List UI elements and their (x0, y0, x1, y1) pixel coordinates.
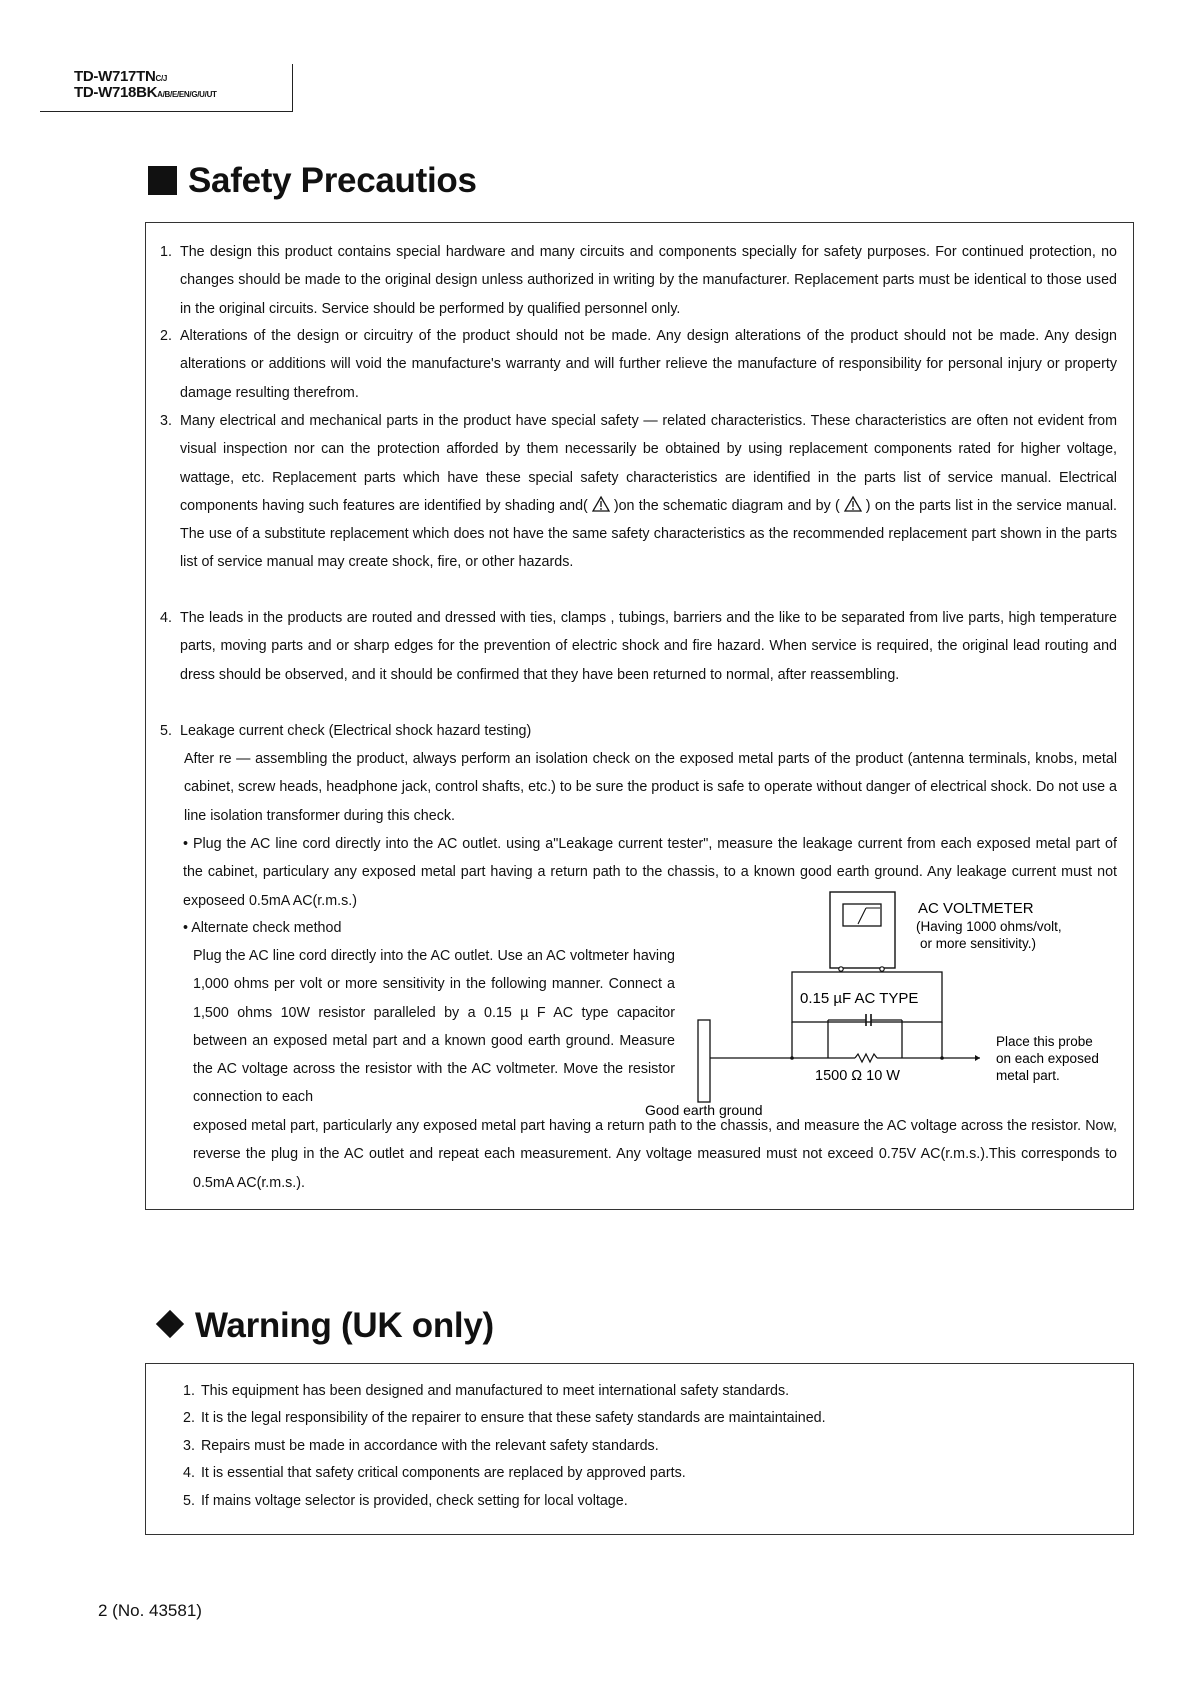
capacitor-label: 0.15 µF AC TYPE (800, 990, 919, 1007)
alternate-method-heading: • Alternate check method (183, 920, 342, 936)
model-line-2: TD-W718BKA/B/E/EN/G/U/UT (74, 84, 217, 101)
safety-item-1: 1. The design this product contains special hardware and many circuits and components specially for safety purposes. For continued protection, no changes should be made to the original design unless authorized in writing by the manufacturer. Replacement parts must be identical to those used in the original circuits. Service should be performed by qualified personnel only. (160, 244, 1117, 317)
svg-text:(Having 1000 ohms/volt,: (Having 1000 ohms/volt, (916, 919, 1062, 934)
safety-title: Safety Precautios (148, 161, 477, 201)
square-bullet-icon (148, 166, 177, 195)
safety-item-3: 3. Many electrical and mechanical parts in the product have special safety — related characteristics. These characteristics are often not evident from visual inspection nor can the protection afforded by them necessarily be obtained by using replacement components rated for higher voltage, wattage, etc. Replacement parts which have these special safety characteristics are identified in the parts list of service manual. Electrical components having such features are identified by shading and( )on the schematic diagram and by ( ) on the parts list in the service manual. The use of a substitute replacement which does not have the same safety characteristics as the recommended replacement part shown in the parts list of service manual may create shock, fire, or other hazards. (160, 413, 1117, 571)
model-header (40, 64, 293, 112)
safety-item-4: 4. The leads in the products are routed and dressed with ties, clamps , tubings, barriers and the like to be separated from live parts, high temperature parts, moving parts and or sharp edges for the prevention of electric shock and fire hazard. When service is required, the original lead routing and dress should be observed, and it should be confirmed that they have been returned to normal, after reassembling. (160, 610, 1117, 683)
diamond-bullet-icon (156, 1310, 184, 1338)
svg-text:on each exposed: on each exposed (996, 1051, 1099, 1066)
resistor-label: 1500 Ω 10 W (815, 1068, 900, 1084)
alternate-method-continuation: exposed metal part, particularly any exposed metal part having a return path to the chassis, and measure the AC voltage across the resistor. Now, reverse the plug in the AC outlet and repeat each measurement. Any voltage measured must not exceed 0.75V AC(r.m.s.).This corresponds to 0.5mA AC(r.m.s.). (193, 1118, 1117, 1191)
leakage-intro: After re — assembling the product, always perform an isolation check on the exposed metal parts of the product (antenna terminals, knobs, metal cabinet, screw heads, headphone jack, control shafts, etc.) to be sure the product is safe to operate without danger of electrical shock. Do not use a line isolation transformer during this check. (184, 751, 1118, 824)
safety-item-2: 2. Alterations of the design or circuitry of the product should not be made. Any design alterations of the product should not be made. Any design alterations or additions will void the manufacture's warranty and will further relieve the manufacture of responsibility for personal injury or property damage resulting therefrom. (160, 328, 1117, 401)
warning-item-1: 1. This equipment has been designed and manufactured to meet international safety standards. (183, 1383, 790, 1399)
model-line-1: TD-W717TNC/J (74, 68, 168, 85)
warning-item-5: 5. If mains voltage selector is provided, check setting for local voltage. (183, 1493, 628, 1509)
safety-item-5: 5. Leakage current check (Electrical shock hazard testing) (160, 723, 532, 739)
leakage-bullet-1: • Plug the AC line cord directly into the AC outlet. using a"Leakage current tester", measure the leakage current from each exposed metal part of the cabinet, particulary any exposed metal part having a return path to the chassis, to a known good earth ground. Any leakage current must not exposeed 0.5mA AC(r.m.s.) (183, 836, 1117, 909)
warning-item-3: 3. Repairs must be made in accordance with the relevant safety standards. (183, 1438, 659, 1454)
warning-triangle-icon (844, 496, 862, 512)
svg-text:metal part.: metal part. (996, 1068, 1060, 1083)
alternate-method-text: Plug the AC line cord directly into the AC outlet. Use an AC voltmeter having 1,000 ohms per volt or more sensitivity in the following manner. Connect a 1,500 ohms 10W resistor paralleled by a 0.15 µ F AC type capacitor between an exposed metal part and a known good earth ground. Measure the AC voltage across the resistor with the AC voltmeter. Move the resistor connection to each (193, 948, 675, 1106)
svg-text:or more sensitivity.): or more sensitivity.) (920, 936, 1037, 951)
ground-label: Good earth ground (645, 1102, 763, 1118)
voltmeter-title: AC VOLTMETER (918, 900, 1034, 917)
warning-title: Warning (UK only) (152, 1306, 494, 1346)
warning-item-4: 4. It is essential that safety critical components are replaced by approved parts. (183, 1465, 686, 1481)
warning-triangle-icon (592, 496, 610, 512)
leakage-test-diagram (645, 890, 1120, 1120)
page-number: 2 (No. 43581) (98, 1601, 202, 1620)
resistor-icon (855, 1054, 877, 1062)
warning-item-2: 2. It is the legal responsibility of the repairer to ensure that these safety standards are maintaintained. (183, 1410, 826, 1426)
probe-label: Place this probe (996, 1034, 1093, 1049)
earth-ground-post (698, 1020, 710, 1102)
